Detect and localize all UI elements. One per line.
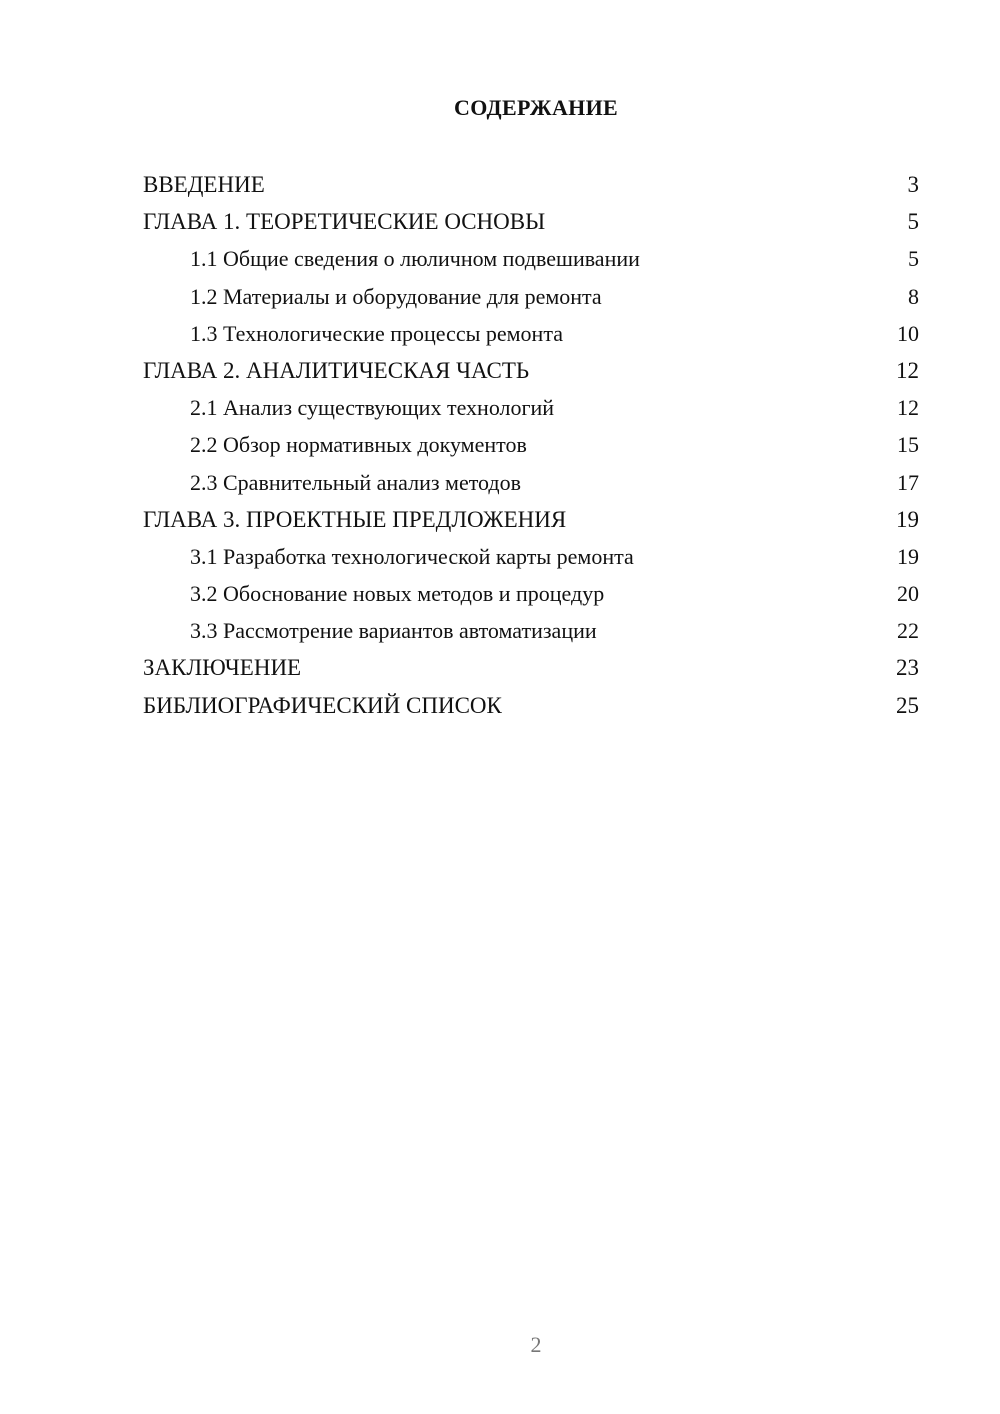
toc-entry-title: 2.2 Обзор нормативных документов bbox=[190, 432, 527, 458]
toc-entry-conclusion[interactable] bbox=[143, 649, 919, 686]
toc-entry-page: 22 bbox=[897, 618, 919, 644]
toc-entry-section-1-1[interactable] bbox=[143, 240, 919, 277]
toc-entry-page: 12 bbox=[897, 395, 919, 421]
toc-entry-title: ГЛАВА 1. ТЕОРЕТИЧЕСКИЕ ОСНОВЫ bbox=[143, 209, 546, 235]
toc-entry-title: 3.2 Обоснование новых методов и процедур bbox=[190, 581, 605, 607]
toc-entry-title: БИБЛИОГРАФИЧЕСКИЙ СПИСОК bbox=[143, 692, 502, 718]
toc-entry-page: 3 bbox=[907, 172, 919, 197]
toc-entry-section-3-2[interactable] bbox=[143, 575, 919, 612]
toc-entry-section-2-1[interactable] bbox=[143, 389, 919, 426]
toc-entry-page: 20 bbox=[897, 581, 919, 607]
toc-entry-page: 25 bbox=[896, 692, 919, 718]
toc-entry-page: 10 bbox=[897, 320, 919, 346]
toc-entry-page: 8 bbox=[908, 283, 919, 309]
toc-entry-chapter-3[interactable] bbox=[143, 501, 919, 538]
toc-entry-title: 2.3 Сравнительный анализ методов bbox=[190, 469, 521, 495]
toc-entry-page: 12 bbox=[896, 357, 919, 383]
toc-entry-section-3-3[interactable] bbox=[143, 612, 919, 649]
toc-entry-section-2-2[interactable] bbox=[143, 426, 919, 463]
toc-entry-section-3-1[interactable] bbox=[143, 538, 919, 575]
toc-entry-title: 3.3 Рассмотрение вариантов автоматизации bbox=[190, 618, 597, 644]
toc-entry-section-1-3[interactable] bbox=[143, 315, 919, 352]
toc-entry-page: 19 bbox=[896, 506, 919, 532]
toc-entry-page: 5 bbox=[908, 246, 919, 272]
toc-entry-page: 19 bbox=[897, 543, 919, 569]
toc-entry-title: 1.3 Технологические процессы ремонта bbox=[190, 320, 563, 346]
toc-entry-page: 23 bbox=[896, 655, 919, 681]
page-number: 2 bbox=[530, 1332, 542, 1357]
toc-entry-section-1-2[interactable] bbox=[143, 278, 919, 315]
toc-entry-bibliography[interactable] bbox=[143, 687, 919, 724]
toc-entry-page: 15 bbox=[897, 432, 919, 458]
toc-entry-chapter-1[interactable] bbox=[143, 203, 919, 240]
toc-entry-page: 17 bbox=[897, 469, 919, 495]
toc-entry-introduction[interactable] bbox=[143, 166, 919, 203]
toc-entry-section-2-3[interactable] bbox=[143, 464, 919, 501]
toc-entry-title: 1.1 Общие сведения о люличном подвешивании bbox=[190, 246, 640, 272]
toc-entry-title: 2.1 Анализ существующих технологий bbox=[190, 395, 555, 421]
page-title: СОДЕРЖАНИЕ bbox=[454, 95, 618, 120]
toc-entry-title: 1.2 Материалы и оборудование для ремонта bbox=[190, 283, 602, 309]
toc-entry-title: 3.1 Разработка технологической карты ремонта bbox=[190, 543, 634, 569]
toc-entry-chapter-2[interactable] bbox=[143, 352, 919, 389]
toc-entry-title: ВВЕДЕНИЕ bbox=[143, 172, 265, 197]
table-of-contents bbox=[143, 166, 919, 724]
toc-entry-page: 5 bbox=[907, 209, 919, 235]
toc-entry-title: ГЛАВА 3. ПРОЕКТНЫЕ ПРЕДЛОЖЕНИЯ bbox=[143, 506, 567, 532]
toc-entry-title: ГЛАВА 2. АНАЛИТИЧЕСКАЯ ЧАСТЬ bbox=[143, 357, 530, 383]
toc-entry-title: ЗАКЛЮЧЕНИЕ bbox=[143, 655, 302, 681]
